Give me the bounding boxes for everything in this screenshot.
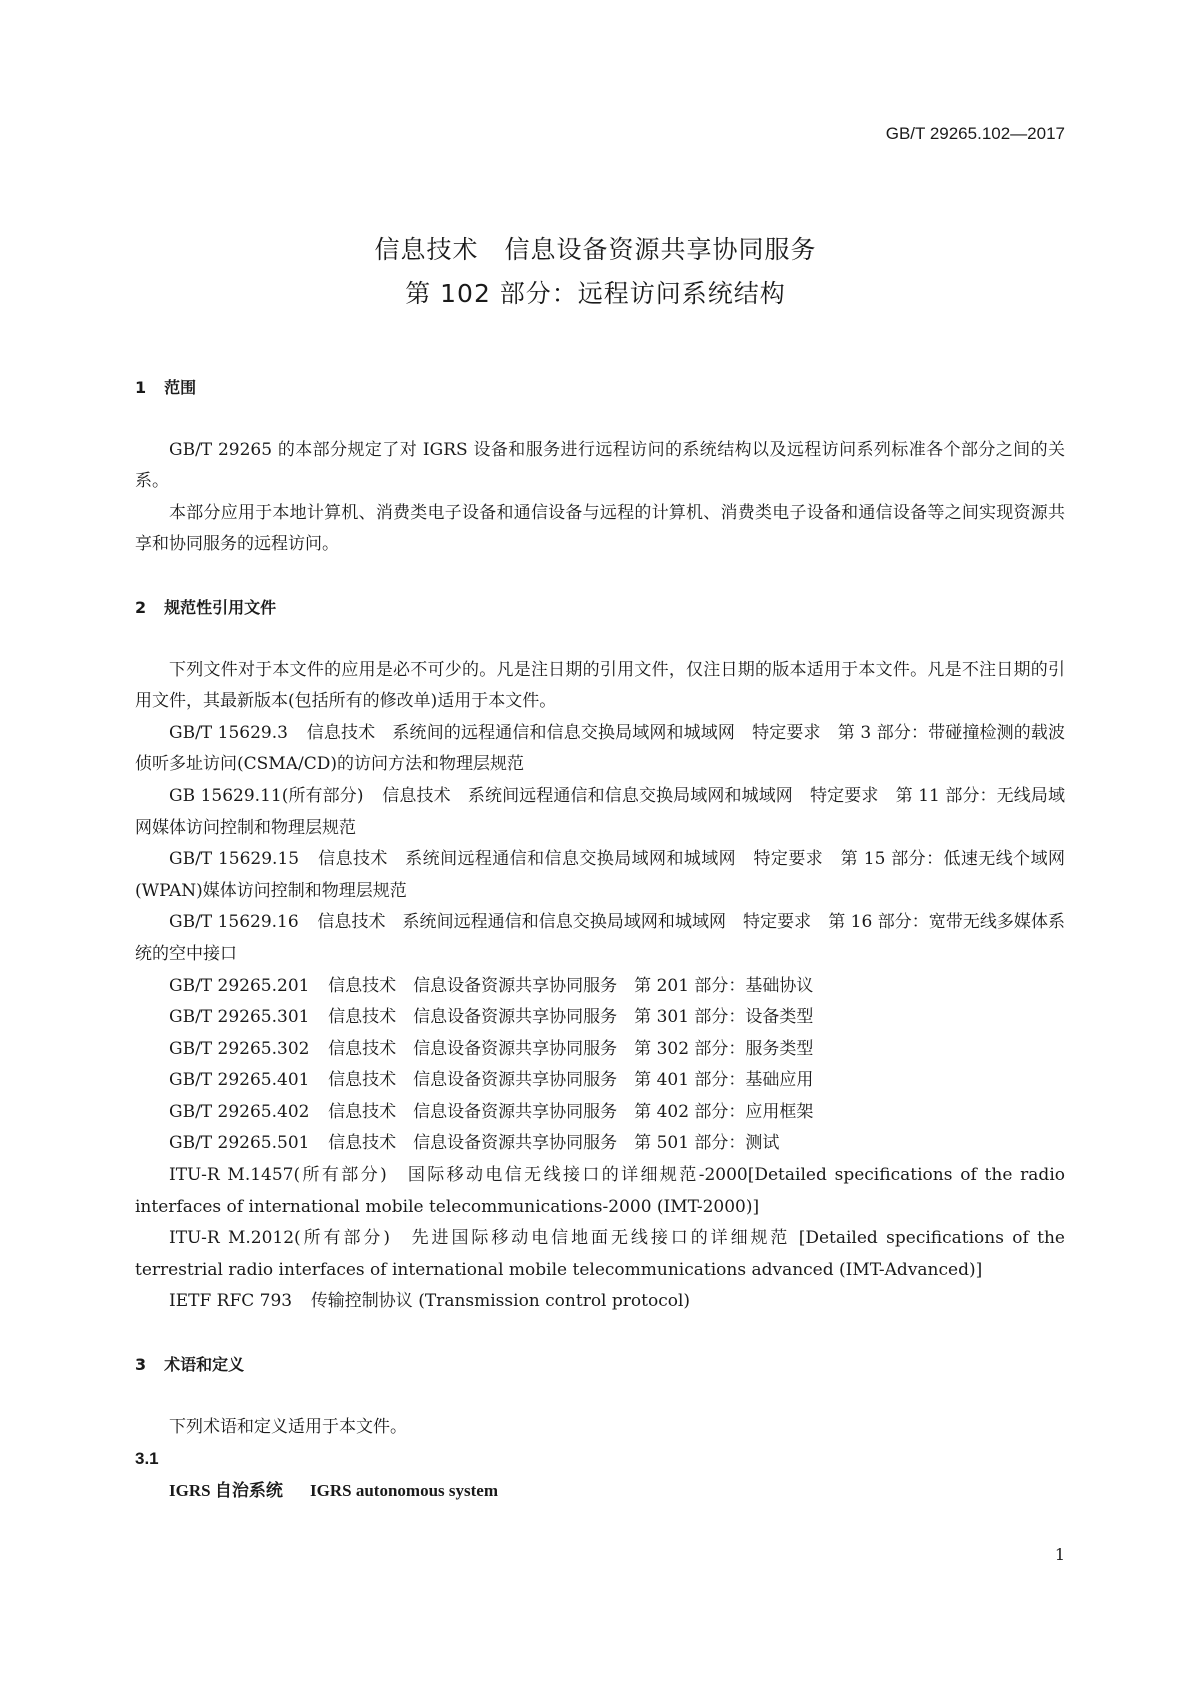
reference-title: 先进国际移动电信地面无线接口的详细规范 [Detailed specifications of the terrestrial radio interfaces of international mobile telecommunications advanced (IMT-Advanced)] [135,1228,1065,1280]
reference-title: 信息技术 信息设备资源共享协同服务 第 201 部分：基础协议 [328,975,814,996]
term-entry [135,1475,1065,1507]
reference-code: GB/T 29265.501 [169,1133,310,1154]
reference-title: 信息技术 系统间远程通信和信息交换局域网和城域网 特定要求 第 11 部分：无线局域网媒体访问控制和物理层规范 [135,785,1065,838]
section-heading-scope [135,372,1065,404]
reference-code: GB/T 29265.402 [169,1101,310,1122]
reference-title: 传输控制协议 (Transmission control protocol) [310,1291,691,1312]
section-title: 范围 [164,378,197,397]
reference-code: ITU-R M.2012(所有部分) [169,1228,390,1249]
reference-item [135,844,1065,907]
reference-item [135,907,1065,970]
section-heading-terms [135,1349,1065,1381]
document-number: GB/T 29265.102—2017 [885,124,1065,143]
section-number: 1 [135,378,147,397]
reference-item [135,1223,1065,1286]
reference-code: IETF RFC 793 [169,1291,293,1312]
paragraph: 下列文件对于本文件的应用是必不可少的。凡是注日期的引用文件，仅注日期的版本适用于本文件。凡是不注日期的引用文件，其最新版本(包括所有的修改单)适用于本文件。 [135,659,1065,712]
reference-code: GB/T 15629.15 [169,849,300,870]
reference-title: 信息技术 信息设备资源共享协同服务 第 401 部分：基础应用 [328,1070,814,1091]
reference-title: 信息技术 信息设备资源共享协同服务 第 402 部分：应用框架 [328,1101,814,1122]
document-title [0,228,1191,316]
paragraph: 下列术语和定义适用于本文件。 [169,1416,407,1437]
section-number: 2 [135,597,147,617]
reference-title: 信息技术 系统间的远程通信和信息交换局域网和城域网 特定要求 第 3 部分：带碰撞检测的载波侦听多址访问(CSMA/CD)的访问方法和物理层规范 [135,722,1066,775]
title-line-1: 信息技术 信息设备资源共享协同服务 [374,235,817,264]
paragraph: 本部分应用于本地计算机、消费类电子设备和通信设备与远程的计算机、消费类电子设备和通信设备等之间实现资源共享和协同服务的远程访问。 [135,502,1065,555]
reference-code: ITU-R M.1457(所有部分) [169,1165,387,1186]
reference-item [135,1065,1065,1097]
reference-code: GB/T 15629.3 [169,722,288,743]
reference-title: 信息技术 系统间远程通信和信息交换局域网和城域网 特定要求 第 15 部分：低速无线个域网(WPAN)媒体访问控制和物理层规范 [135,849,1065,901]
reference-code: GB/T 29265.401 [169,1070,310,1091]
title-line-2: 第 102 部分：远程访问系统结构 [405,279,786,308]
section-title: 规范性引用文件 [164,597,277,617]
section-heading-normative-references [135,592,1065,624]
reference-list [135,718,1065,1318]
reference-code: GB/T 29265.301 [169,1007,310,1028]
term-number: 3.1 [135,1449,159,1469]
reference-item [135,1034,1065,1066]
reference-code: GB 15629.11(所有部分) [169,785,364,806]
reference-item [135,1002,1065,1034]
reference-code: GB/T 29265.302 [169,1038,310,1059]
reference-title: 信息技术 信息设备资源共享协同服务 第 302 部分：服务类型 [328,1038,814,1059]
reference-item [135,1160,1065,1223]
reference-title: 信息技术 信息设备资源共享协同服务 第 501 部分：测试 [328,1133,780,1154]
section-title: 术语和定义 [164,1355,245,1375]
term-chinese: IGRS 自治系统 [169,1480,283,1500]
reference-item [135,718,1065,781]
document-body [135,372,1065,1506]
reference-title: 信息技术 系统间远程通信和信息交换局域网和城域网 特定要求 第 16 部分：宽带无线多媒体系统的空中接口 [135,912,1065,964]
paragraph: GB/T 29265 的本部分规定了对 IGRS 设备和服务进行远程访问的系统结构以及远程访问系列标准各个部分之间的关系。 [135,439,1065,492]
reference-item [135,781,1065,844]
reference-title: 信息技术 信息设备资源共享协同服务 第 301 部分：设备类型 [328,1007,814,1028]
section-number: 3 [135,1355,147,1375]
reference-title: 国际移动电信无线接口的详细规范-2000[Detailed specifications of the radio interfaces of international mobile telecommunications-2000 (IMT-2000)] [135,1165,1065,1217]
reference-item [135,971,1065,1003]
reference-item [135,1128,1065,1160]
reference-item [135,1097,1065,1129]
page-number: 1 [1054,1545,1065,1564]
reference-code: GB/T 15629.16 [169,912,299,933]
reference-code: GB/T 29265.201 [169,975,310,996]
term-english: IGRS autonomous system [310,1480,498,1500]
reference-item [135,1286,1065,1318]
